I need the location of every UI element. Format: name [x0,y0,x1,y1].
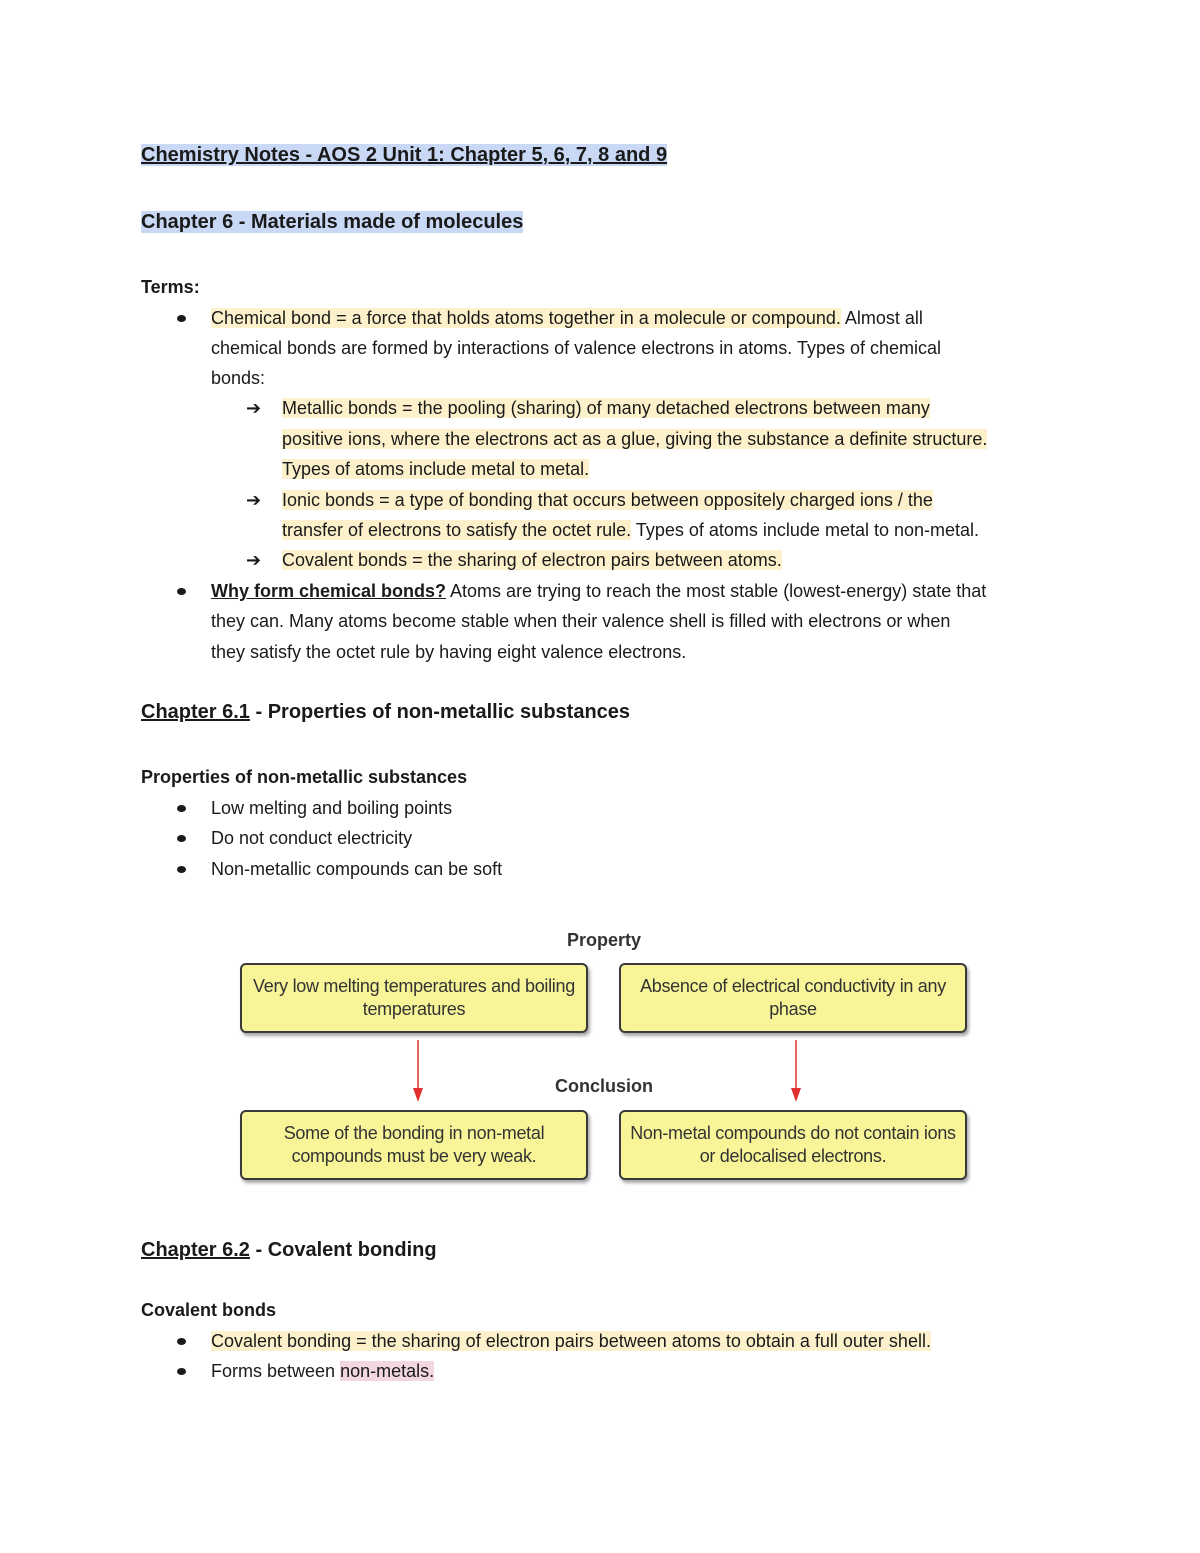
arrow-bullet-icon: ➔ [246,398,262,418]
ionic-line-2-highlight: transfer of electrons to satisfy the octet rule. [282,520,632,540]
non-metals-item [211,1359,434,1383]
chemical-bond-definition: Chemical bond = a force that holds atoms together in a molecule or compound. [211,308,841,328]
non-metals-highlight: non-metals. [340,1361,435,1381]
ionic-line-2-rest: Types of atoms include metal to non-metal. [631,520,980,540]
chapter-6-1-number: Chapter 6.1 [141,701,250,723]
bullet-icon [177,1338,186,1345]
diagram-conclusion-label: Conclusion [555,1076,653,1096]
chapter-6-1-subheading: Properties of non-metallic substances [141,767,468,787]
covalent-line-text: Covalent bonds = the sharing of electron pairs between atoms. [282,550,782,570]
chemical-bond-line-2: chemical bonds are formed by interactions of valence electrons in atoms. Types of chemical [211,338,942,358]
chapter-6-heading-text: Chapter 6 - Materials made of molecules [141,211,524,233]
ionic-line-1-text: Ionic bonds = a type of bonding that occurs between oppositely charged ions / the [282,490,933,510]
metallic-line-1-text: Metallic bonds = the pooling (sharing) of many detached electrons between many [282,398,930,418]
chemical-bond-rest: Almost all [840,308,923,328]
diagram-property-label: Property [566,930,642,950]
why-line-2: they can. Many atoms become stable when their valence shell is filled with electrons or when [211,611,951,631]
diagram-box-no-conductivity: Absence of electrical conductivity in any phase [619,963,967,1033]
arrow-bullet-icon: ➔ [246,490,262,510]
property-item: Low melting and boiling points [211,798,453,818]
property-item: Non-metallic compounds can be soft [211,859,503,879]
metallic-line-2-text: positive ions, where the electrons act as a glue, giving the substance a definite structure. [282,429,988,449]
why-rest: Atoms are trying to reach the most stable (lowest-energy) state that [446,581,987,601]
chapter-6-1-title: - Properties of non-metallic substances [249,701,631,723]
diagram-arrow-right [791,1040,801,1102]
terms-label: Terms: [141,277,200,297]
diagram-box-no-ions: Non-metal compounds do not contain ions or delocalised electrons. [619,1110,967,1180]
chapter-6-2-subheading: Covalent bonds [141,1300,277,1320]
metallic-line-3-text: Types of atoms include metal to metal. [282,459,590,479]
diagram-box-low-melting: Very low melting temperatures and boiling temperatures [240,963,588,1033]
why-line-3: they satisfy the octet rule by having eight valence electrons. [211,642,687,662]
bullet-icon [177,1368,186,1375]
chapter-6-2-heading [141,1238,437,1262]
covalent-bonding-item [211,1329,931,1353]
diagram-arrow-left [413,1040,423,1102]
non-metals-prefix: Forms between [211,1361,341,1381]
diagram-box-weak-bonding: Some of the bonding in non-metal compounds must be very weak. [240,1110,588,1180]
chapter-6-2-number: Chapter 6.2 [141,1239,250,1261]
covalent-bonding-definition: Covalent bonding = the sharing of electron pairs between atoms to obtain a full outer shell. [211,1331,931,1351]
property-item: Do not conduct electricity [211,828,413,848]
document-title-text: Chemistry Notes - AOS 2 Unit 1: Chapter 5, 6, 7, 8 and 9 [141,144,668,166]
chapter-6-2-title: - Covalent bonding [249,1239,437,1261]
arrow-bullet-icon: ➔ [246,550,262,570]
chemical-bond-line-3: bonds: [211,368,266,388]
why-label: Why form chemical bonds? [211,581,447,601]
